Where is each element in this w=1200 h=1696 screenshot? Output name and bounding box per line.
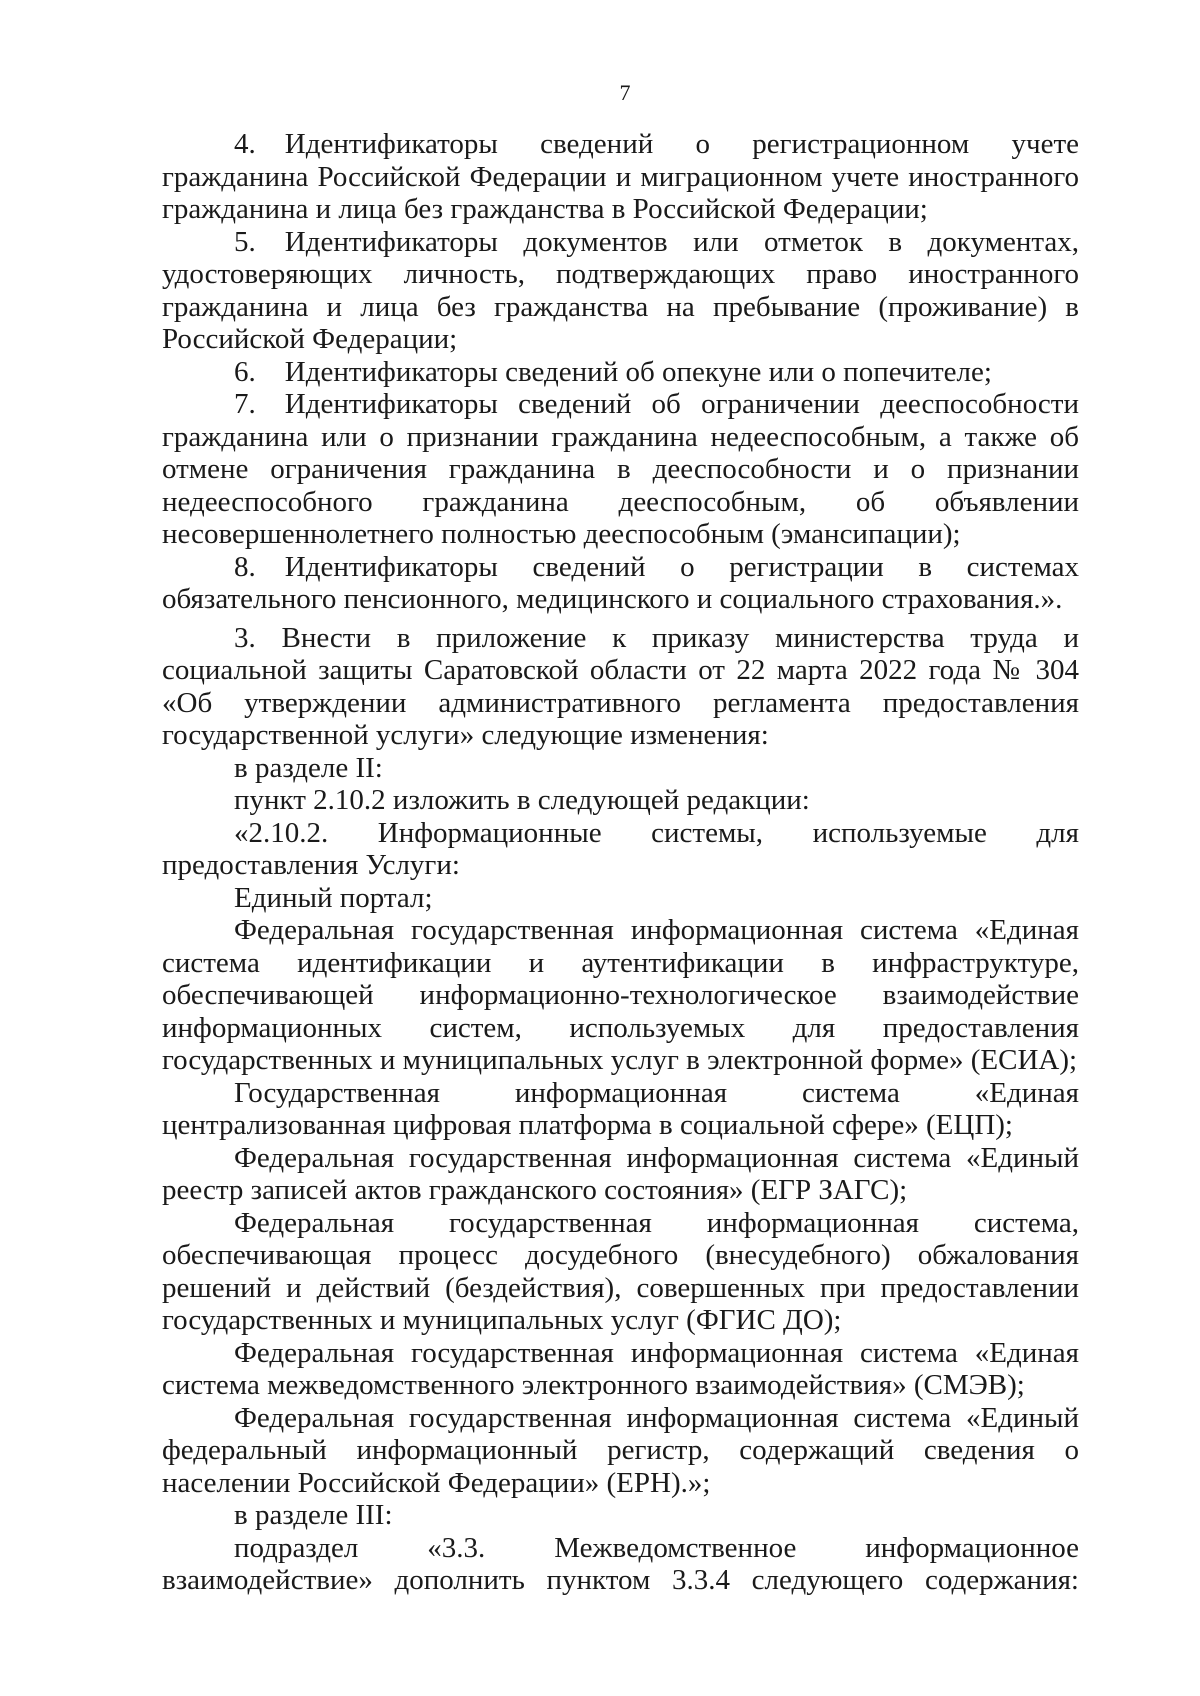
document-body bbox=[162, 128, 1079, 1597]
paragraph-identifiers-insurance: 8. Идентификаторы сведений о регистрации в системах обязательного пенсионного, медицинского и социального страхования.». bbox=[162, 550, 1079, 615]
paragraph-info-systems-heading: «2.10.2. Информационные системы, используемые для предоставления Услуги: bbox=[162, 816, 1079, 881]
paragraph-subsection-3-3: подраздел «3.3. Межведомственное информационное взаимодействие» дополнить пунктом 3.3.4 следующего содержания: bbox=[162, 1531, 1079, 1596]
paragraph-smev: Федеральная государственная информационная система «Единая система межведомственного электронного взаимодействия» (СМЭВ); bbox=[162, 1336, 1079, 1401]
paragraph-ecp: Государственная информационная система «Единая централизованная цифровая платформа в социальной сфере» (ЕЦП); bbox=[162, 1076, 1079, 1141]
paragraph-identifiers-guardian: 6. Идентификаторы сведений об опекуне или о попечителе; bbox=[234, 355, 992, 388]
paragraph-fgis-do: Федеральная государственная информационная система, обеспечивающая процесс досудебного (внесудебного) обжалования решений и действий (бездействия), совершенных при предоставлении государственных и муниципальных услуг (ФГИС ДО); bbox=[162, 1206, 1079, 1336]
paragraph-single-portal: Единый портал; bbox=[234, 881, 433, 914]
paragraph-section-iii: в разделе III: bbox=[234, 1499, 393, 1531]
paragraph-identifiers-documents: 5. Идентификаторы документов или отметок в документах, удостоверяющих личность, подтверждающих право иностранного гражданина и лица без гражданства на пребывание (проживание) в Российской Федерации; bbox=[162, 225, 1079, 355]
paragraph-identifiers-capacity: 7. Идентификаторы сведений об ограничении дееспособности гражданина или о признании гражданина недееспособным, а также об отмене ограничения гражданина в дееспособности и о признании недееспособного гражданина дееспособным, об объявлении несовершеннолетнего полностью дееспособным (эмансипации); bbox=[162, 388, 1079, 550]
paragraph-ern: Федеральная государственная информационная система «Единый федеральный информационный регистр, содержащий сведения о населении Российской Федерации» (ЕРН).»; bbox=[162, 1401, 1079, 1499]
paragraph-section-ii: в разделе II: bbox=[234, 751, 383, 784]
page-number: 7 bbox=[619, 80, 631, 105]
paragraph-esia: Федеральная государственная информационная система «Единая система идентификации и аутентификации в инфраструктуре, обеспечивающей информационно-технологическое взаимодействие информационных систем, используемых для предоставления государственных и муниципальных услуг в электронной форме» (ЕСИА); bbox=[162, 914, 1079, 1076]
paragraph-amendment-intro: 3. Внести в приложение к приказу министерства труда и социальной защиты Саратовской области от 22 марта 2022 года № 304 «Об утверждении административного регламента предоставления государственной услуги» следующие изменения: bbox=[162, 621, 1079, 751]
paragraph-egr-zags: Федеральная государственная информационная система «Единый реестр записей актов гражданского состояния» (ЕГР ЗАГС); bbox=[162, 1141, 1079, 1206]
paragraph-identifiers-registration: 4. Идентификаторы сведений о регистрационном учете гражданина Российской Федерации и миграционном учете иностранного гражданина и лица без гражданства в Российской Федерации; bbox=[162, 128, 1079, 225]
paragraph-item-2-10-2: пункт 2.10.2 изложить в следующей редакции: bbox=[234, 784, 810, 816]
